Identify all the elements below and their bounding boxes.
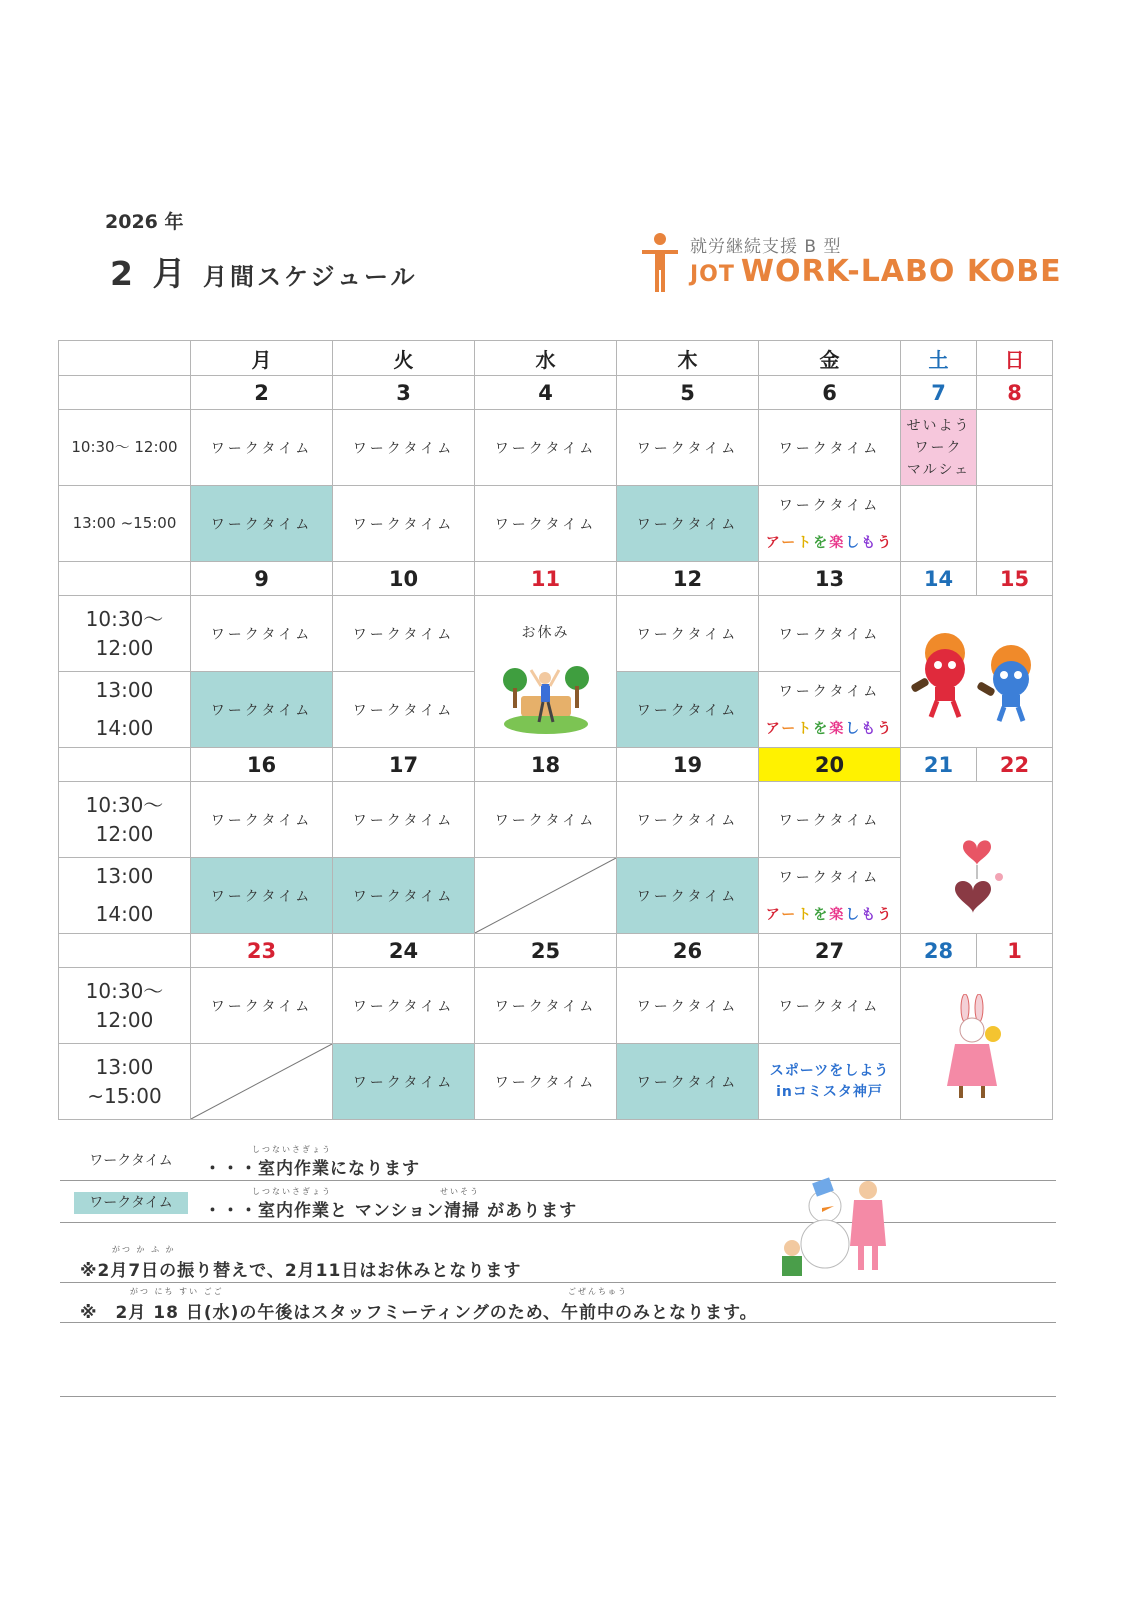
sports-line-1: スポーツをしよう <box>769 1062 890 1079</box>
time-label-am: 10:30～ 12:00 <box>59 410 191 486</box>
date-row-spacer <box>59 748 191 782</box>
work-time-cell-cleaning: ワークタイム <box>617 486 759 562</box>
time-label-am <box>59 782 191 858</box>
date-cell-holiday: 23 <box>191 934 333 968</box>
art-char: も <box>861 907 878 924</box>
date-cell: 18 <box>475 748 617 782</box>
art-activity-cell <box>759 896 901 934</box>
date-cell: 5 <box>617 376 759 410</box>
work-time-cell: ワークタイム <box>759 782 901 858</box>
legend-swatch-plain: ワークタイム <box>89 1153 173 1169</box>
work-time-cell: ワークタイム <box>617 596 759 672</box>
legend-row-indoor <box>60 1145 1056 1181</box>
date-cell: 6 <box>759 376 901 410</box>
ruby-note2-b: ごぜんちゅう <box>568 1287 628 1296</box>
date-cell: 4 <box>475 376 617 410</box>
work-time-cell: ワークタイム <box>333 968 475 1044</box>
legend-text-cleaning: ・・・室内作業と マンション清掃 があります <box>204 1201 578 1221</box>
time-start: 10:30～ <box>85 792 164 817</box>
work-time-cell-cleaning: ワークタイム <box>191 858 333 934</box>
art-char: ー <box>781 721 798 738</box>
work-time-cell: ワークタイム <box>617 410 759 486</box>
logo <box>640 232 1062 300</box>
logo-jot: JOT <box>690 262 735 287</box>
work-time-cell: ワークタイム <box>333 486 475 562</box>
date-cell-highlighted: 20 <box>759 748 901 782</box>
am-row-week4 <box>59 968 1053 1044</box>
time-label-pm <box>59 1044 191 1120</box>
work-time-cell: ワークタイム <box>617 782 759 858</box>
work-time-cell: ワークタイム <box>333 782 475 858</box>
art-char: ア <box>765 907 782 924</box>
date-cell: 25 <box>475 934 617 968</box>
time-start: 10:30～ <box>85 606 164 631</box>
date-cell: 2 <box>191 376 333 410</box>
time-label-pm: 13:00 ~15:00 <box>59 486 191 562</box>
work-time-cell: ワークタイム <box>333 672 475 748</box>
work-time-cell: ワークタイム <box>759 858 901 896</box>
date-cell-sun: 15 <box>977 562 1053 596</box>
art-char: ー <box>781 535 798 552</box>
date-row-week4 <box>59 934 1053 968</box>
weekday-fri: 金 <box>759 341 901 376</box>
art-char: う <box>877 535 894 552</box>
date-cell-sun: 1 <box>977 934 1053 968</box>
time-end: 12:00 <box>95 635 154 660</box>
date-cell: 9 <box>191 562 333 596</box>
time-start: 10:30～ <box>85 978 164 1003</box>
footer-divider <box>60 1396 1056 1397</box>
art-char: う <box>877 721 894 738</box>
ruby-cleaning: せいそう <box>440 1187 480 1196</box>
diagonal-slash-icon <box>475 858 616 933</box>
weekday-mon: 月 <box>191 341 333 376</box>
work-time-cell-cleaning: ワークタイム <box>333 1044 475 1120</box>
weekday-header-row <box>59 341 1053 376</box>
header-corner <box>59 341 191 376</box>
date-cell-sun: 8 <box>977 376 1053 410</box>
hearts-icon <box>937 821 1017 921</box>
art-char: し <box>845 721 862 738</box>
seiyo-line-1: せいよう <box>906 417 971 434</box>
art-char: ア <box>765 721 782 738</box>
date-cell-sat: 28 <box>901 934 977 968</box>
time-end: ~15:00 <box>87 1083 162 1108</box>
ruby-indoor: しつないさぎょう <box>252 1187 332 1196</box>
art-char: ト <box>797 721 814 738</box>
work-time-cell: ワークタイム <box>191 782 333 858</box>
work-time-cell-cleaning: ワークタイム <box>617 672 759 748</box>
work-time-cell: ワークタイム <box>759 672 901 710</box>
seiyo-work-marche-cell <box>901 410 977 486</box>
rabbit-illustration-icon <box>937 994 1017 1104</box>
date-cell: 27 <box>759 934 901 968</box>
date-cell: 16 <box>191 748 333 782</box>
art-char: 楽 <box>829 535 846 552</box>
legend-row-cleaning <box>60 1187 1056 1223</box>
work-time-cell: ワークタイム <box>617 968 759 1044</box>
day-off-cell <box>475 596 617 748</box>
legend-text-indoor: ・・・室内作業になります <box>204 1159 420 1179</box>
weekday-wed: 水 <box>475 341 617 376</box>
empty-cell <box>977 410 1053 486</box>
date-cell: 24 <box>333 934 475 968</box>
time-start: 13:00 <box>95 1054 154 1079</box>
work-time-cell: ワークタイム <box>475 486 617 562</box>
art-char: し <box>845 535 862 552</box>
date-cell-sat: 21 <box>901 748 977 782</box>
sports-activity-cell <box>759 1044 901 1120</box>
time-label-pm-end: 14:00 <box>59 710 191 748</box>
logo-work-labo: WORK-LABO KOBE <box>740 254 1062 289</box>
note-text-2: ※ 2月 18 日(水)の午後はスタッフミーティングのため、午前中のみとなります。 <box>80 1303 758 1323</box>
time-label-am <box>59 968 191 1044</box>
date-row-week2 <box>59 562 1053 596</box>
am-row-week1 <box>59 410 1053 486</box>
diagonal-slash-icon <box>191 1044 332 1119</box>
weekend-illustration-cell <box>901 968 1053 1120</box>
work-time-cell: ワークタイム <box>191 410 333 486</box>
art-char: し <box>845 907 862 924</box>
time-label-pm-end: 14:00 <box>59 896 191 934</box>
am-row-week2 <box>59 596 1053 672</box>
work-time-cell-cleaning: ワークタイム <box>617 858 759 934</box>
date-row-week3 <box>59 748 1053 782</box>
art-activity-cell <box>759 524 901 562</box>
art-char: も <box>861 535 878 552</box>
art-char: 楽 <box>829 907 846 924</box>
park-illustration-icon <box>501 658 591 736</box>
work-time-cell: ワークタイム <box>191 968 333 1044</box>
logo-service-type: 就労継続支援 B 型 <box>690 237 842 257</box>
year-label: 2026 年 <box>105 211 184 233</box>
work-time-cell: ワークタイム <box>475 968 617 1044</box>
work-time-cell: ワークタイム <box>759 486 901 524</box>
date-row-spacer <box>59 376 191 410</box>
time-label-am <box>59 596 191 672</box>
weekday-tue: 火 <box>333 341 475 376</box>
art-char: 楽 <box>829 721 846 738</box>
art-char: ト <box>797 535 814 552</box>
weekend-illustration-cell <box>901 782 1053 934</box>
weekday-sun: 日 <box>977 341 1053 376</box>
ruby-indoor: しつないさぎょう <box>252 1145 332 1154</box>
date-cell: 19 <box>617 748 759 782</box>
seiyo-line-2: ワーク <box>914 439 963 456</box>
date-cell: 17 <box>333 748 475 782</box>
weekday-thu: 木 <box>617 341 759 376</box>
date-cell: 13 <box>759 562 901 596</box>
empty-cell <box>977 486 1053 562</box>
weekend-illustration-cell <box>901 596 1053 748</box>
schedule-title: 月間スケジュール <box>203 263 418 291</box>
work-time-cell-cleaning: ワークタイム <box>191 672 333 748</box>
person-logo-icon <box>640 232 680 294</box>
seiyo-line-3: マルシェ <box>906 461 971 478</box>
no-session-cell <box>475 858 617 934</box>
logo-name <box>690 254 1062 289</box>
work-time-cell: ワークタイム <box>333 596 475 672</box>
note-row-2 <box>60 1287 1056 1323</box>
work-time-cell: ワークタイム <box>759 410 901 486</box>
no-session-cell <box>191 1044 333 1120</box>
ruby-note2-a: がつ にち すい ごご <box>130 1287 224 1296</box>
art-activity-cell <box>759 710 901 748</box>
weekday-sat: 土 <box>901 341 977 376</box>
time-label-pm-start: 13:00 <box>59 672 191 710</box>
am-row-week3 <box>59 782 1053 858</box>
date-row-spacer <box>59 562 191 596</box>
day-off-label: お休み <box>521 625 570 641</box>
date-cell: 3 <box>333 376 475 410</box>
work-time-cell: ワークタイム <box>475 782 617 858</box>
art-char: ト <box>797 907 814 924</box>
empty-cell <box>901 486 977 562</box>
ruby-note1: がつ か ふ か <box>112 1245 176 1254</box>
pm-row-week1-a <box>59 486 1053 524</box>
art-char: う <box>877 907 894 924</box>
work-time-cell: ワークタイム <box>475 410 617 486</box>
date-cell-holiday: 11 <box>475 562 617 596</box>
sports-line-2: inコミスタ神戸 <box>776 1083 883 1100</box>
date-cell-sat: 7 <box>901 376 977 410</box>
calendar-table <box>58 340 1053 1120</box>
date-cell: 26 <box>617 934 759 968</box>
work-time-cell: ワークタイム <box>333 410 475 486</box>
work-time-cell: ワークタイム <box>475 1044 617 1120</box>
note-text-1: ※2月7日の振り替えで、2月11日はお休みとなります <box>80 1261 522 1281</box>
work-time-cell-cleaning: ワークタイム <box>191 486 333 562</box>
work-time-cell: ワークタイム <box>759 596 901 672</box>
time-end: 12:00 <box>95 1007 154 1032</box>
date-cell-sat: 14 <box>901 562 977 596</box>
art-char: も <box>861 721 878 738</box>
art-char: ア <box>765 535 782 552</box>
date-row-week1 <box>59 376 1053 410</box>
date-cell: 10 <box>333 562 475 596</box>
art-char: を <box>813 721 830 738</box>
date-cell: 12 <box>617 562 759 596</box>
art-char: を <box>813 535 830 552</box>
note-row-1 <box>60 1245 1056 1283</box>
work-time-cell-cleaning: ワークタイム <box>333 858 475 934</box>
date-cell-sun: 22 <box>977 748 1053 782</box>
month-label: 2 月 <box>110 254 190 293</box>
work-time-cell: ワークタイム <box>191 596 333 672</box>
oni-demons-icon <box>907 625 1047 725</box>
time-label-pm-start: 13:00 <box>59 858 191 896</box>
work-time-cell: ワークタイム <box>759 968 901 1044</box>
art-char: ー <box>781 907 798 924</box>
date-row-spacer <box>59 934 191 968</box>
work-time-cell-cleaning: ワークタイム <box>617 1044 759 1120</box>
legend-swatch-teal: ワークタイム <box>74 1192 188 1214</box>
art-char: を <box>813 907 830 924</box>
time-end: 12:00 <box>95 821 154 846</box>
